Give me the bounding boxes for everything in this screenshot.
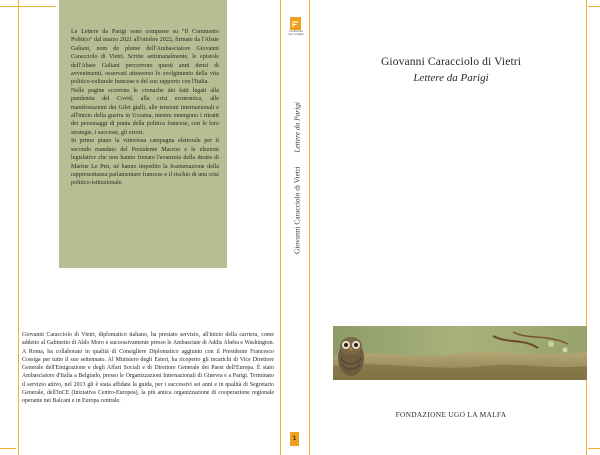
publisher-logo-text: Fondazione Ugo La Malfa [288,30,304,36]
trim-line-top-right [588,6,600,7]
trim-line-spine-right [309,0,310,455]
trim-line-bottom-right [588,448,600,449]
spine-text [293,102,302,254]
blurb-paragraph-3: In primo piano la vittoriosa campagna elettorale per il secondo mandato del Presidente Macron e le elezioni legislative che non hanno frenato l'avanzata della destra di Marine Le Pen, né hanno impedito la frastumazione della rappresentanza parlamentare francese e il rischio di una crisi politico-istituzionale. [71,138,219,187]
blurb-paragraph-2: Nelle pagine scorrono le cronache dei fatti legati alla pandemia del Covid, alla crisi economica, alle manifestazioni dei Gilet gialli, alle tensioni internazionali e all'inizio della guerra in Ucraina, mentre emergono i ritratti dei personaggi di punta della politica francese, con le loro strategie, i successi, gli errori. [71,87,219,136]
front-publisher: FONDAZIONE UGO LA MALFA [395,410,507,419]
spine-title: Lettere da Parigi [292,102,302,153]
back-cover [0,0,281,455]
publisher-logo-icon [290,17,301,28]
spine-series-number: 1 [290,432,299,446]
front-author: Giovanni Caracciolo di Vietri [380,55,522,68]
blurb-box [59,0,227,268]
blurb-paragraph-1: Le Lettere da Parigi sono comparse su "Il Commento Politico" dal marzo 2021 all'ottobre 2022, firmate da l'Abate Galiani, nom de plume dell'Ambasciatore Giovanni Caracciolo di Vietri. Scritte settimanalmente, le epistole dell'Abate Galiani percorrono questi anni densi di avvenimenti, osservati attraverso lo svolgimento della vita politico-culturale francese e del suo rapporto con l'Italia. [71,29,219,86]
spine-author: Giovanni Caracciolo di Vietri [292,166,302,254]
trim-line-front-right [586,0,587,455]
front-title: Lettere da Parigi [413,72,489,84]
cover-painting-owl [333,326,587,380]
author-bio: Giovanni Caracciolo di Vietri, diplomatico italiano, ha prestato servizio, all'inizio della carriera, come addetto al Gabinetto di Aldo Moro e successivamente presso le Ambasciate di Addis Abeba e Washington. A Roma, ha collaborato in qualità di Consigliere Diplomatico aggiunto con il Presidente Francesco Cossiga per tutto il suo settennato. Al Ministero degli Esteri, ha ricoperto gli incarichi di Vice Direttore Generale dell'Emigrazione e degli Affari Sociali e di Direttore Generale dei Paesi dell'Europa. È stato Ambasciatore d'Italia a Belgrado, presso le Organizzazioni Internazionali di Ginevra e a Parigi. Terminato il servizio attivo, nel 2013 gli è stata affidata la guida, per i successivi sei anni e in qualità di Segretario Generale, dell'InCE (Iniziativa Centro-Europea), la più antica organizzazione di cooperazione regionale operante nei Balcani e in Europa centrale. [22,332,274,405]
